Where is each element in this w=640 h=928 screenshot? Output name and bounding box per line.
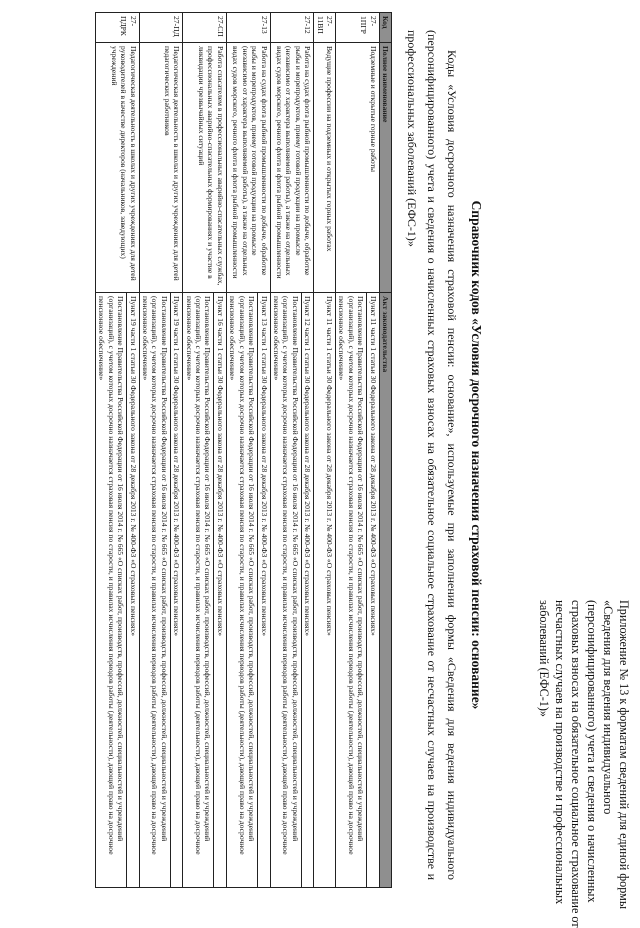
- cell-name: Работа на судах флота рыбной промышленности по добыче, обработке рыбы и морепродуктов, приему готовой продукции на промысле (независимо от характера выполняемой работы), а также на отдельных видах судов морского, речного флота и флота рыбной промышленности: [270, 43, 314, 293]
- cell-act-item: Пункт 19 части 1 статьи 30 Федерального закона от 28 декабря 2013 г. № 400-ФЗ «О страховых пенсиях»: [126, 293, 138, 887]
- cell-code: 27-СП: [183, 13, 227, 43]
- table-row: [183, 13, 227, 888]
- cell-name: Работа на судах флота рыбной промышленности по добыче, обработке рыбы и морепродуктов, приему готовой продукции на промысле (независимо от характера выполняемой работы), а также на отдельных видах судов морского, речного флота и флота рыбной промышленности: [226, 43, 270, 293]
- appendix-header: [536, 600, 632, 928]
- table-row: [270, 13, 314, 888]
- header-code: Код: [379, 13, 391, 43]
- cell-act-item: Пункт 19 части 1 статьи 30 Федерального закона от 28 декабря 2013 г. № 400-ФЗ «О страховых пенсиях»: [170, 293, 182, 887]
- cell-acts: [335, 293, 379, 888]
- appendix-line: «Сведения для ведения индивидуального: [601, 600, 615, 815]
- cell-acts: [96, 293, 140, 888]
- table-body: [96, 13, 380, 888]
- cell-acts: [226, 293, 270, 888]
- appendix-line: (персонифицированного) учета и сведения о начисленных: [585, 600, 599, 903]
- cell-act-item: Постановление Правительства Российской Федерации от 16 июля 2014 г. № 665 «О списках работ, производств, профессий, должностей, специальностей и учреждений (организаций), с учетом которых досрочно назначается страховая пенсия по старости, и правилах исчисления периодов работы (деятельности), дающей право на досрочное пенсионное обеспечение»: [228, 296, 257, 855]
- table-row: [335, 13, 379, 888]
- cell-act-item: Пункт 11 части 1 статьи 30 Федерального закона от 28 декабря 2013 г. № 400-ФЗ «О страховых пенсиях»: [324, 296, 334, 636]
- cell-act-item: Пункт 11 части 1 статьи 30 Федерального закона от 28 декабря 2013 г. № 400-ФЗ «О страховых пенсиях»: [366, 293, 378, 887]
- cell-code: 27-1ПГР: [335, 13, 379, 43]
- appendix-line: страховых взносах на обязательное социальное страхование от: [569, 600, 583, 928]
- header-name: Полное наименование: [379, 43, 391, 293]
- table-row: [96, 13, 140, 888]
- cell-act-item: Постановление Правительства Российской Федерации от 16 июля 2014 г. № 665 «О списках работ, производств, профессий, должностей, специальностей и учреждений (организаций), с учетом которых досрочно назначается страховая пенсия по старости, и правилах исчисления периодов работы (деятельности), дающей право на досрочное пенсионное обеспечение»: [337, 296, 366, 855]
- header-act: Акт законодательства: [379, 293, 391, 888]
- cell-code: 27-11ВП: [314, 13, 336, 43]
- cell-acts: [183, 293, 227, 888]
- cell-act-item: Пункт 16 части 1 статьи 30 Федерального закона от 28 декабря 2013 г. № 400-ФЗ «О страховых пенсиях»: [214, 293, 226, 887]
- cell-code: 27-ПД: [139, 13, 183, 43]
- cell-code: 27-12: [270, 13, 314, 43]
- cell-name: Педагогическая деятельность в школах и других учреждениях для детей руководителей в качестве директоров (начальников, заведующих) учреждений: [96, 43, 140, 293]
- appendix-line: заболеваний (ЕФС-1)»: [537, 600, 551, 718]
- cell-act-item: Постановление Правительства Российской Федерации от 16 июля 2014 г. № 665 «О списках работ, производств, профессий, должностей, специальностей и учреждений (организаций), с учетом которых досрочно назначается страховая пенсия по старости, и правилах исчисления периодов работы (деятельности), дающей право на досрочное пенсионное обеспечение»: [141, 296, 169, 855]
- table-row: [314, 13, 336, 888]
- cell-acts: [139, 293, 183, 888]
- table-row: [226, 13, 270, 888]
- codes-table: [95, 12, 392, 888]
- document-title: Справочник кодов «Условия досрочного назначения страховой пенсии: основание»: [469, 200, 484, 710]
- cell-code: 27-13: [226, 13, 270, 43]
- cell-act-item: Постановление Правительства Российской Федерации от 16 июля 2014 г. № 665 «О списках работ, производств, профессий, должностей, специальностей и учреждений (организаций), с учетом которых досрочно назначается страховая пенсия по старости, и правилах исчисления периодов работы (деятельности), дающей право на досрочное пенсионное обеспечение»: [271, 296, 300, 855]
- cell-name: Педагогическая деятельность в школах и других учреждениях для детей педагогических работников: [139, 43, 183, 293]
- appendix-line: Приложение № 13 к форматам сведений для единой формы: [617, 600, 631, 910]
- intro-paragraph: Коды «Условия досрочного назначения страховой пенсии: основание», используемые при заполнении формы «Сведения для ведения индивидуального (персонифицированного) учета и сведения о начисленных страховых взносах на обязательное социальное страхование от несчастных случаев на производстве и профессиональных заболеваний (ЕФС-1)»: [405, 30, 459, 880]
- cell-act-item: Пункт 12 части 1 статьи 30 Федерального закона от 28 декабря 2013 г. № 400-ФЗ «О страховых пенсиях»: [301, 293, 313, 887]
- cell-act-item: Постановление Правительства Российской Федерации от 16 июля 2014 г. № 665 «О списках работ, производств, профессий, должностей, специальностей и учреждений (организаций), с учетом которых досрочно назначается страховая пенсия по старости, и правилах исчисления периодов работы (деятельности), дающей право на досрочное пенсионное обеспечение»: [184, 296, 213, 855]
- cell-acts: [314, 293, 336, 888]
- cell-act-item: Постановление Правительства Российской Федерации от 16 июля 2014 г. № 665 «О списках работ, производств, профессий, должностей, специальностей и учреждений (организаций), с учетом которых досрочно назначается страховая пенсия по старости, и правилах исчисления периодов работы (деятельности), дающей право на досрочное пенсионное обеспечение»: [97, 296, 126, 855]
- appendix-line: несчастных случаев на производстве и профессиональных: [553, 600, 567, 905]
- cell-acts: [270, 293, 314, 888]
- cell-name: Ведущие профессии на подземных и открытых горных работах: [314, 43, 336, 293]
- table-header-row: [379, 13, 391, 888]
- cell-name: Работа спасателем в профессиональных аварийно-спасательных службах, профессиональных аварийно-спасательных формированиях и участие в ликвидации чрезвычайных ситуаций: [183, 43, 227, 293]
- cell-act-item: Пункт 13 части 1 статьи 30 Федерального закона от 28 декабря 2013 г. № 400-ФЗ «О страховых пенсиях»: [257, 293, 269, 887]
- cell-name: Подземные и открытые горные работы: [335, 43, 379, 293]
- table-row: [139, 13, 183, 888]
- cell-code: 27-ПДРК: [96, 13, 140, 43]
